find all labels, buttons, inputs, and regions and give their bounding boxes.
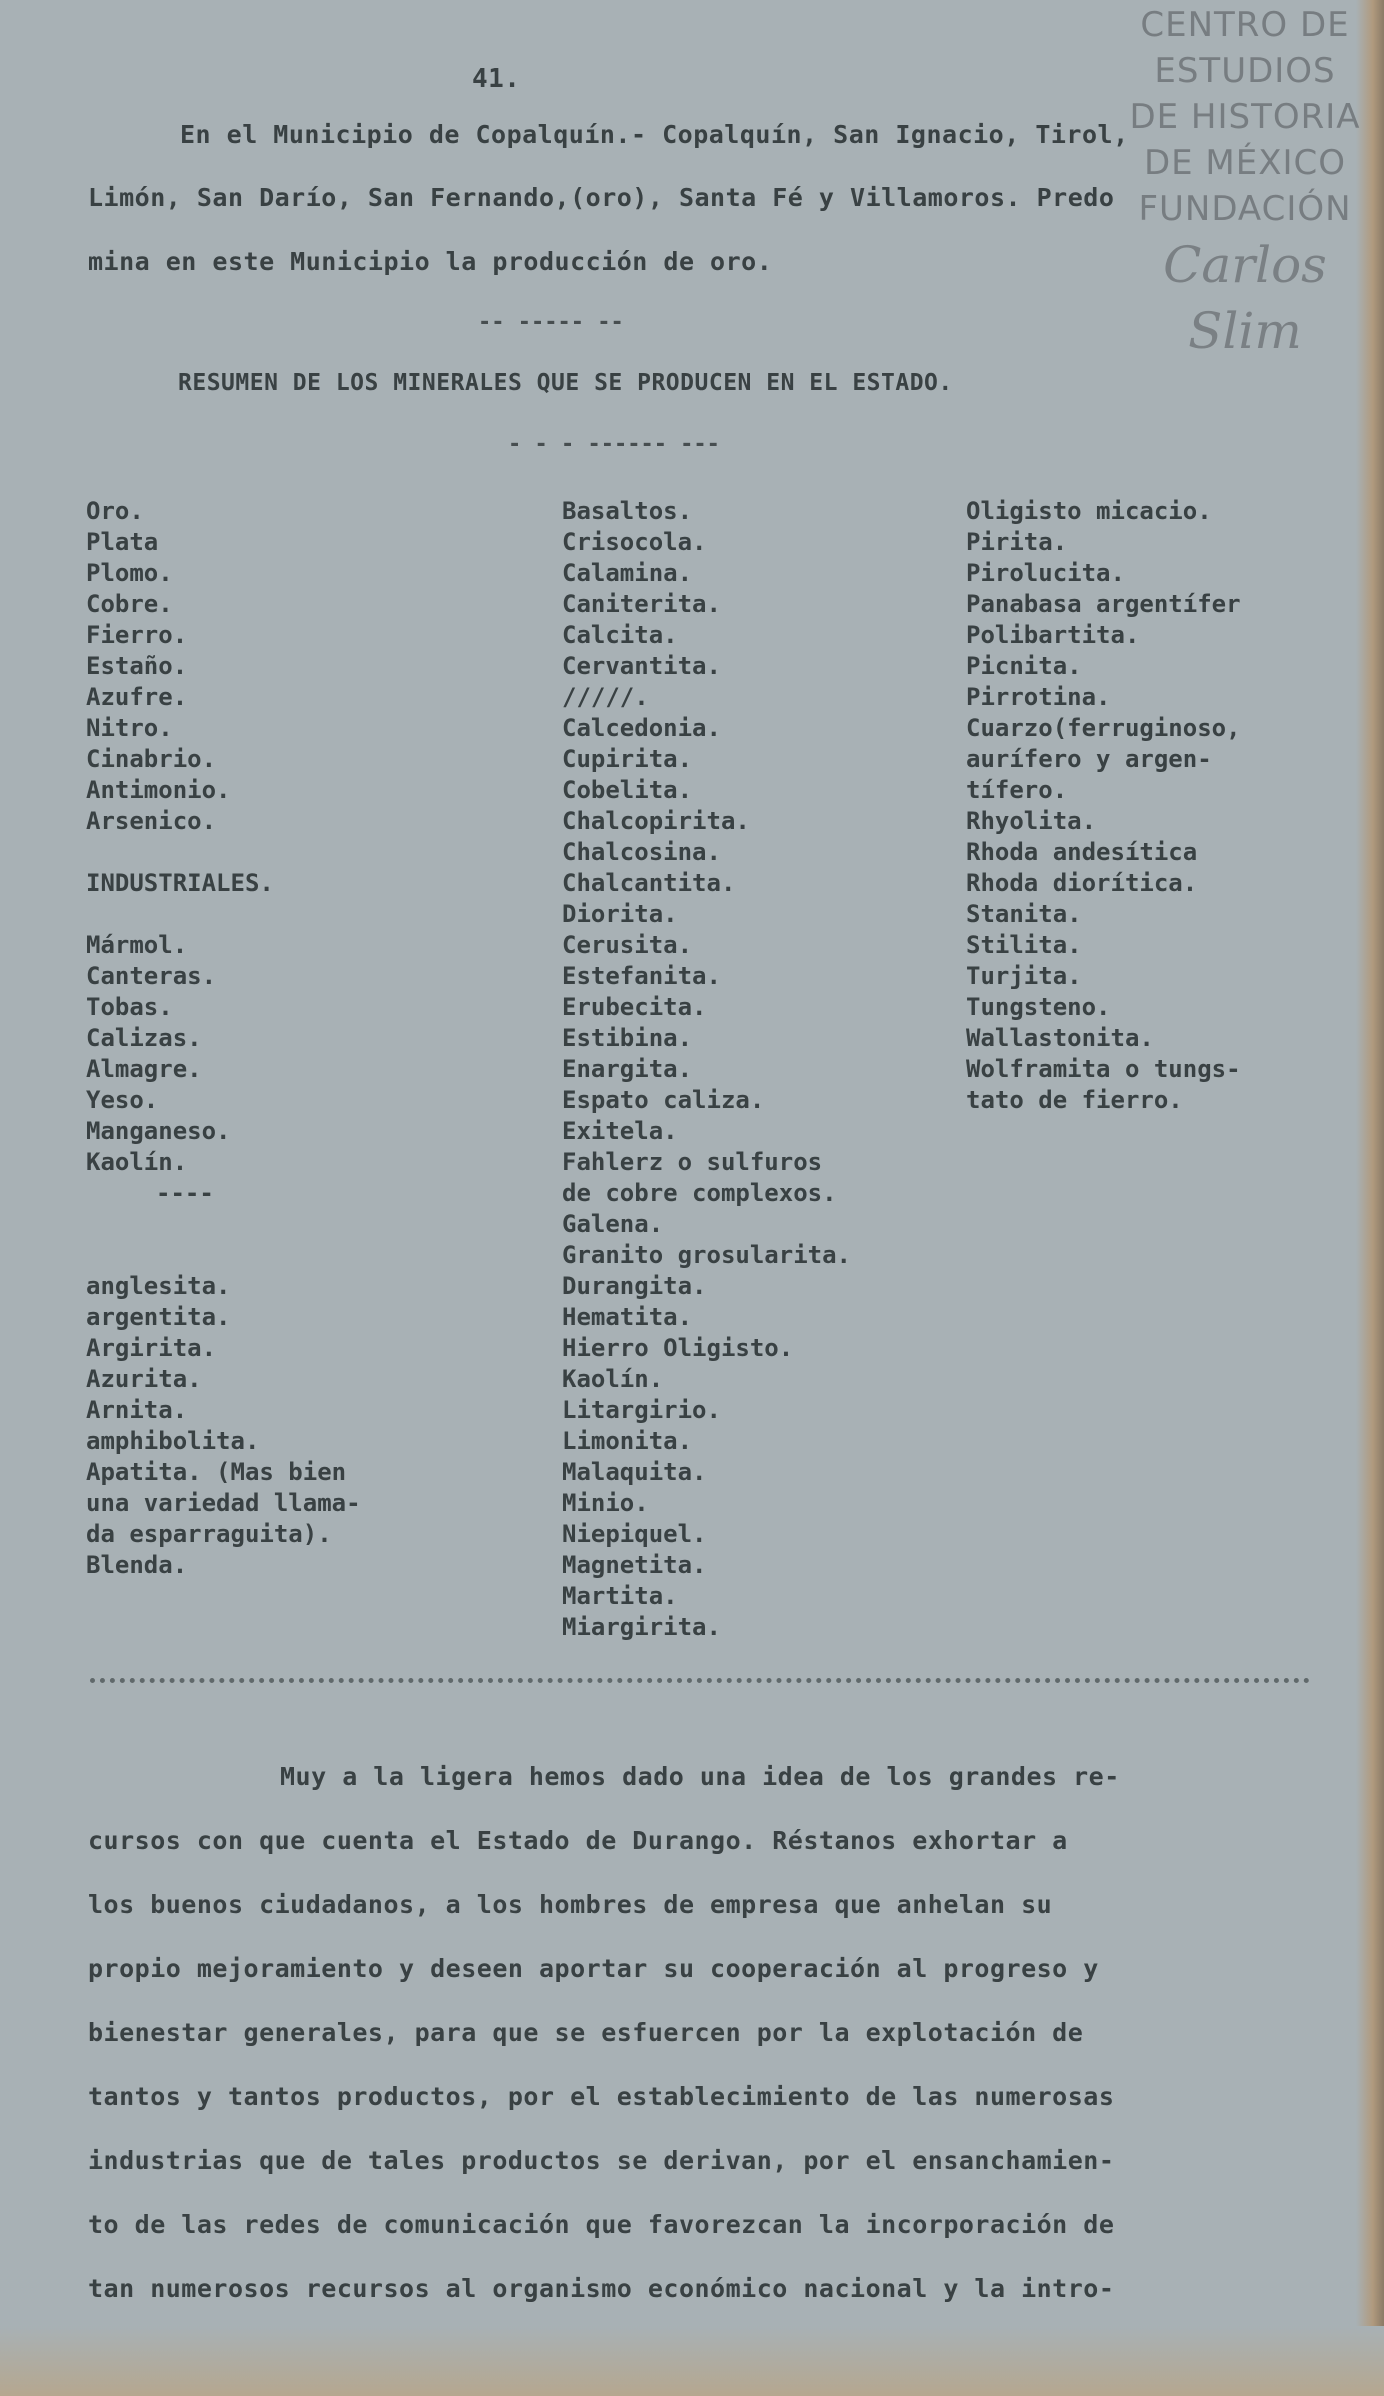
mineral-item: Crisocola. <box>562 528 707 556</box>
closing-line: tantos y tantos productos, por el establecimiento de las numerosas <box>88 2082 1115 2111</box>
minerals-column-2 <box>562 496 851 1643</box>
mineral-item: Galena. <box>562 1210 664 1238</box>
mineral-item: de cobre complexos. <box>562 1179 837 1207</box>
mineral-item: Fahlerz o sulfuros <box>562 1148 823 1176</box>
mineral-item: Arnita. <box>86 1396 188 1424</box>
industrial-item: Tobas. <box>86 993 173 1021</box>
mineral-item: Minio. <box>562 1489 649 1517</box>
mineral-item: Apatita. (Mas bien <box>86 1458 347 1486</box>
mineral-item: Miargirita. <box>562 1613 721 1641</box>
metal-item: Arsenico. <box>86 807 217 835</box>
mineral-item: Panabasa argentífer <box>966 590 1241 618</box>
mineral-item: Wallastonita. <box>966 1024 1154 1052</box>
mineral-item: Oligisto micacio. <box>966 497 1212 525</box>
mineral-item: Cerusita. <box>562 931 693 959</box>
minerals-column-1 <box>86 496 361 1581</box>
mineral-item: Espato caliza. <box>562 1086 765 1114</box>
mineral-item: Tungsteno. <box>966 993 1111 1021</box>
minerals-list <box>86 1271 361 1581</box>
mineral-item: aurífero y argen- <box>966 745 1212 773</box>
mineral-item: Blenda. <box>86 1551 188 1579</box>
mineral-item: Litargirio. <box>562 1396 721 1424</box>
spacer <box>86 1240 361 1271</box>
page-bottom-edge <box>0 2326 1384 2396</box>
industrial-item: Canteras. <box>86 962 217 990</box>
metal-item: Estaño. <box>86 652 188 680</box>
mineral-item: Durangita. <box>562 1272 707 1300</box>
watermark-signature: Carlos Slim <box>1163 236 1327 360</box>
metal-item: Nitro. <box>86 714 173 742</box>
metal-item: Plata <box>86 528 159 556</box>
mineral-item: Polibartita. <box>966 621 1140 649</box>
mineral-item: Cobelita. <box>562 776 693 804</box>
short-separator: -- ----- -- <box>478 310 624 335</box>
mineral-item: Basaltos. <box>562 497 693 525</box>
mineral-item: Niepiquel. <box>562 1520 707 1548</box>
mineral-item: Calcedonia. <box>562 714 721 742</box>
mineral-item: Azurita. <box>86 1365 202 1393</box>
watermark-line: CENTRO DE <box>1140 5 1350 45</box>
mineral-item: Calamina. <box>562 559 693 587</box>
archive-watermark <box>1110 2 1380 364</box>
mineral-item: Rhoda diorítica. <box>966 869 1198 897</box>
watermark-line: ESTUDIOS <box>1154 51 1336 91</box>
closing-line: to de las redes de comunicación que favorezcan la incorporación de <box>88 2210 1115 2239</box>
industrial-item: Manganeso. <box>86 1117 231 1145</box>
mineral-item: Calcita. <box>562 621 678 649</box>
mineral-item: anglesita. <box>86 1272 231 1300</box>
mineral-item: Limonita. <box>562 1427 693 1455</box>
mineral-item: Picnita. <box>966 652 1082 680</box>
closing-line: tan numerosos recursos al organismo económico nacional y la intro- <box>88 2274 1115 2303</box>
mineral-item: Exitela. <box>562 1117 678 1145</box>
watermark-line: FUNDACIÓN <box>1138 189 1352 229</box>
watermark-line: DE HISTORIA <box>1129 97 1361 137</box>
mineral-item: Wolframita o tungs- <box>966 1055 1241 1083</box>
mineral-item: Granito grosularita. <box>562 1241 851 1269</box>
mineral-item: Chalcopirita. <box>562 807 750 835</box>
metal-item: Azufre. <box>86 683 188 711</box>
metal-item: Cobre. <box>86 590 173 618</box>
mineral-item: Pirita. <box>966 528 1068 556</box>
mineral-item: Pirolucita. <box>966 559 1125 587</box>
mineral-item: da esparraguita). <box>86 1520 332 1548</box>
summary-title: RESUMEN DE LOS MINERALES QUE SE PRODUCEN EN EL ESTADO. <box>178 370 953 396</box>
mineral-item: argentita. <box>86 1303 231 1331</box>
mineral-item: Chalcosina. <box>562 838 721 866</box>
spacer <box>86 899 361 930</box>
mineral-item: Hierro Oligisto. <box>562 1334 794 1362</box>
mineral-item: Enargita. <box>562 1055 693 1083</box>
closing-line: los buenos ciudadanos, a los hombres de empresa que anhelan su <box>88 1890 1053 1919</box>
mineral-item: tífero. <box>966 776 1068 804</box>
mineral-item: Argirita. <box>86 1334 217 1362</box>
minerals-column-3 <box>966 496 1241 1116</box>
mineral-item: /////. <box>562 683 649 711</box>
mineral-item: Turjita. <box>966 962 1082 990</box>
mineral-item: Diorita. <box>562 900 678 928</box>
header-line: En el Municipio de Copalquín.- Copalquín, San Ignacio, Tirol, <box>180 120 1129 149</box>
header-line: mina en este Municipio la producción de oro. <box>88 247 773 276</box>
dotted-divider <box>90 1678 1310 1683</box>
mineral-item: Stanita. <box>966 900 1082 928</box>
page-number: 41. <box>472 64 521 94</box>
metal-item: Antimonio. <box>86 776 231 804</box>
spacer <box>86 837 361 868</box>
mineral-item: Cervantita. <box>562 652 721 680</box>
mineral-item: Cuarzo(ferruginoso, <box>966 714 1241 742</box>
header-line: Limón, San Darío, San Fernando,(oro), Santa Fé y Villamoros. Predo <box>88 183 1115 212</box>
metal-item: Fierro. <box>86 621 188 649</box>
mineral-item: Rhoda andesítica <box>966 838 1198 866</box>
mineral-item: Kaolín. <box>562 1365 664 1393</box>
metals-list <box>86 496 361 837</box>
closing-line: propio mejoramiento y deseen aportar su cooperación al progreso y <box>88 1954 1099 1983</box>
mineral-item: Chalcantita. <box>562 869 736 897</box>
closing-line: cursos con que cuenta el Estado de Durango. Réstanos exhortar a <box>88 1826 1068 1855</box>
industrial-item: Mármol. <box>86 931 188 959</box>
spacer <box>86 1209 361 1240</box>
industrial-item: Yeso. <box>86 1086 159 1114</box>
mineral-item: Pirrotina. <box>966 683 1111 711</box>
industrial-heading: INDUSTRIALES. <box>86 869 274 897</box>
closing-line: industrias que de tales productos se derivan, por el ensanchamien- <box>88 2146 1115 2175</box>
mineral-item: Hematita. <box>562 1303 693 1331</box>
long-separator: - - - ------ --- <box>508 432 720 457</box>
mineral-item: Malaquita. <box>562 1458 707 1486</box>
industrial-item: Almagre. <box>86 1055 202 1083</box>
mineral-item: Stilita. <box>966 931 1082 959</box>
metal-item: Oro. <box>86 497 144 525</box>
industrial-item: Kaolín. <box>86 1148 188 1176</box>
watermark-line: DE MÉXICO <box>1143 143 1347 183</box>
mineral-item: una variedad llama- <box>86 1489 361 1517</box>
mineral-item: Martita. <box>562 1582 678 1610</box>
mineral-item: Estibina. <box>562 1024 693 1052</box>
mineral-item: Estefanita. <box>562 962 721 990</box>
dash-marker: ---- <box>156 1179 214 1207</box>
industrial-item: Calizas. <box>86 1024 202 1052</box>
mineral-item: amphibolita. <box>86 1427 260 1455</box>
mineral-item: Cupirita. <box>562 745 693 773</box>
mineral-item: tato de fierro. <box>966 1086 1183 1114</box>
mineral-item: Erubecita. <box>562 993 707 1021</box>
metal-item: Cinabrio. <box>86 745 217 773</box>
metal-item: Plomo. <box>86 559 173 587</box>
closing-line: Muy a la ligera hemos dado una idea de los grandes re- <box>280 1762 1120 1791</box>
mineral-item: Rhyolita. <box>966 807 1097 835</box>
mineral-item: Magnetita. <box>562 1551 707 1579</box>
industrials-list <box>86 930 361 1178</box>
mineral-item: Caniterita. <box>562 590 721 618</box>
closing-line: bienestar generales, para que se esfuercen por la explotación de <box>88 2018 1084 2047</box>
